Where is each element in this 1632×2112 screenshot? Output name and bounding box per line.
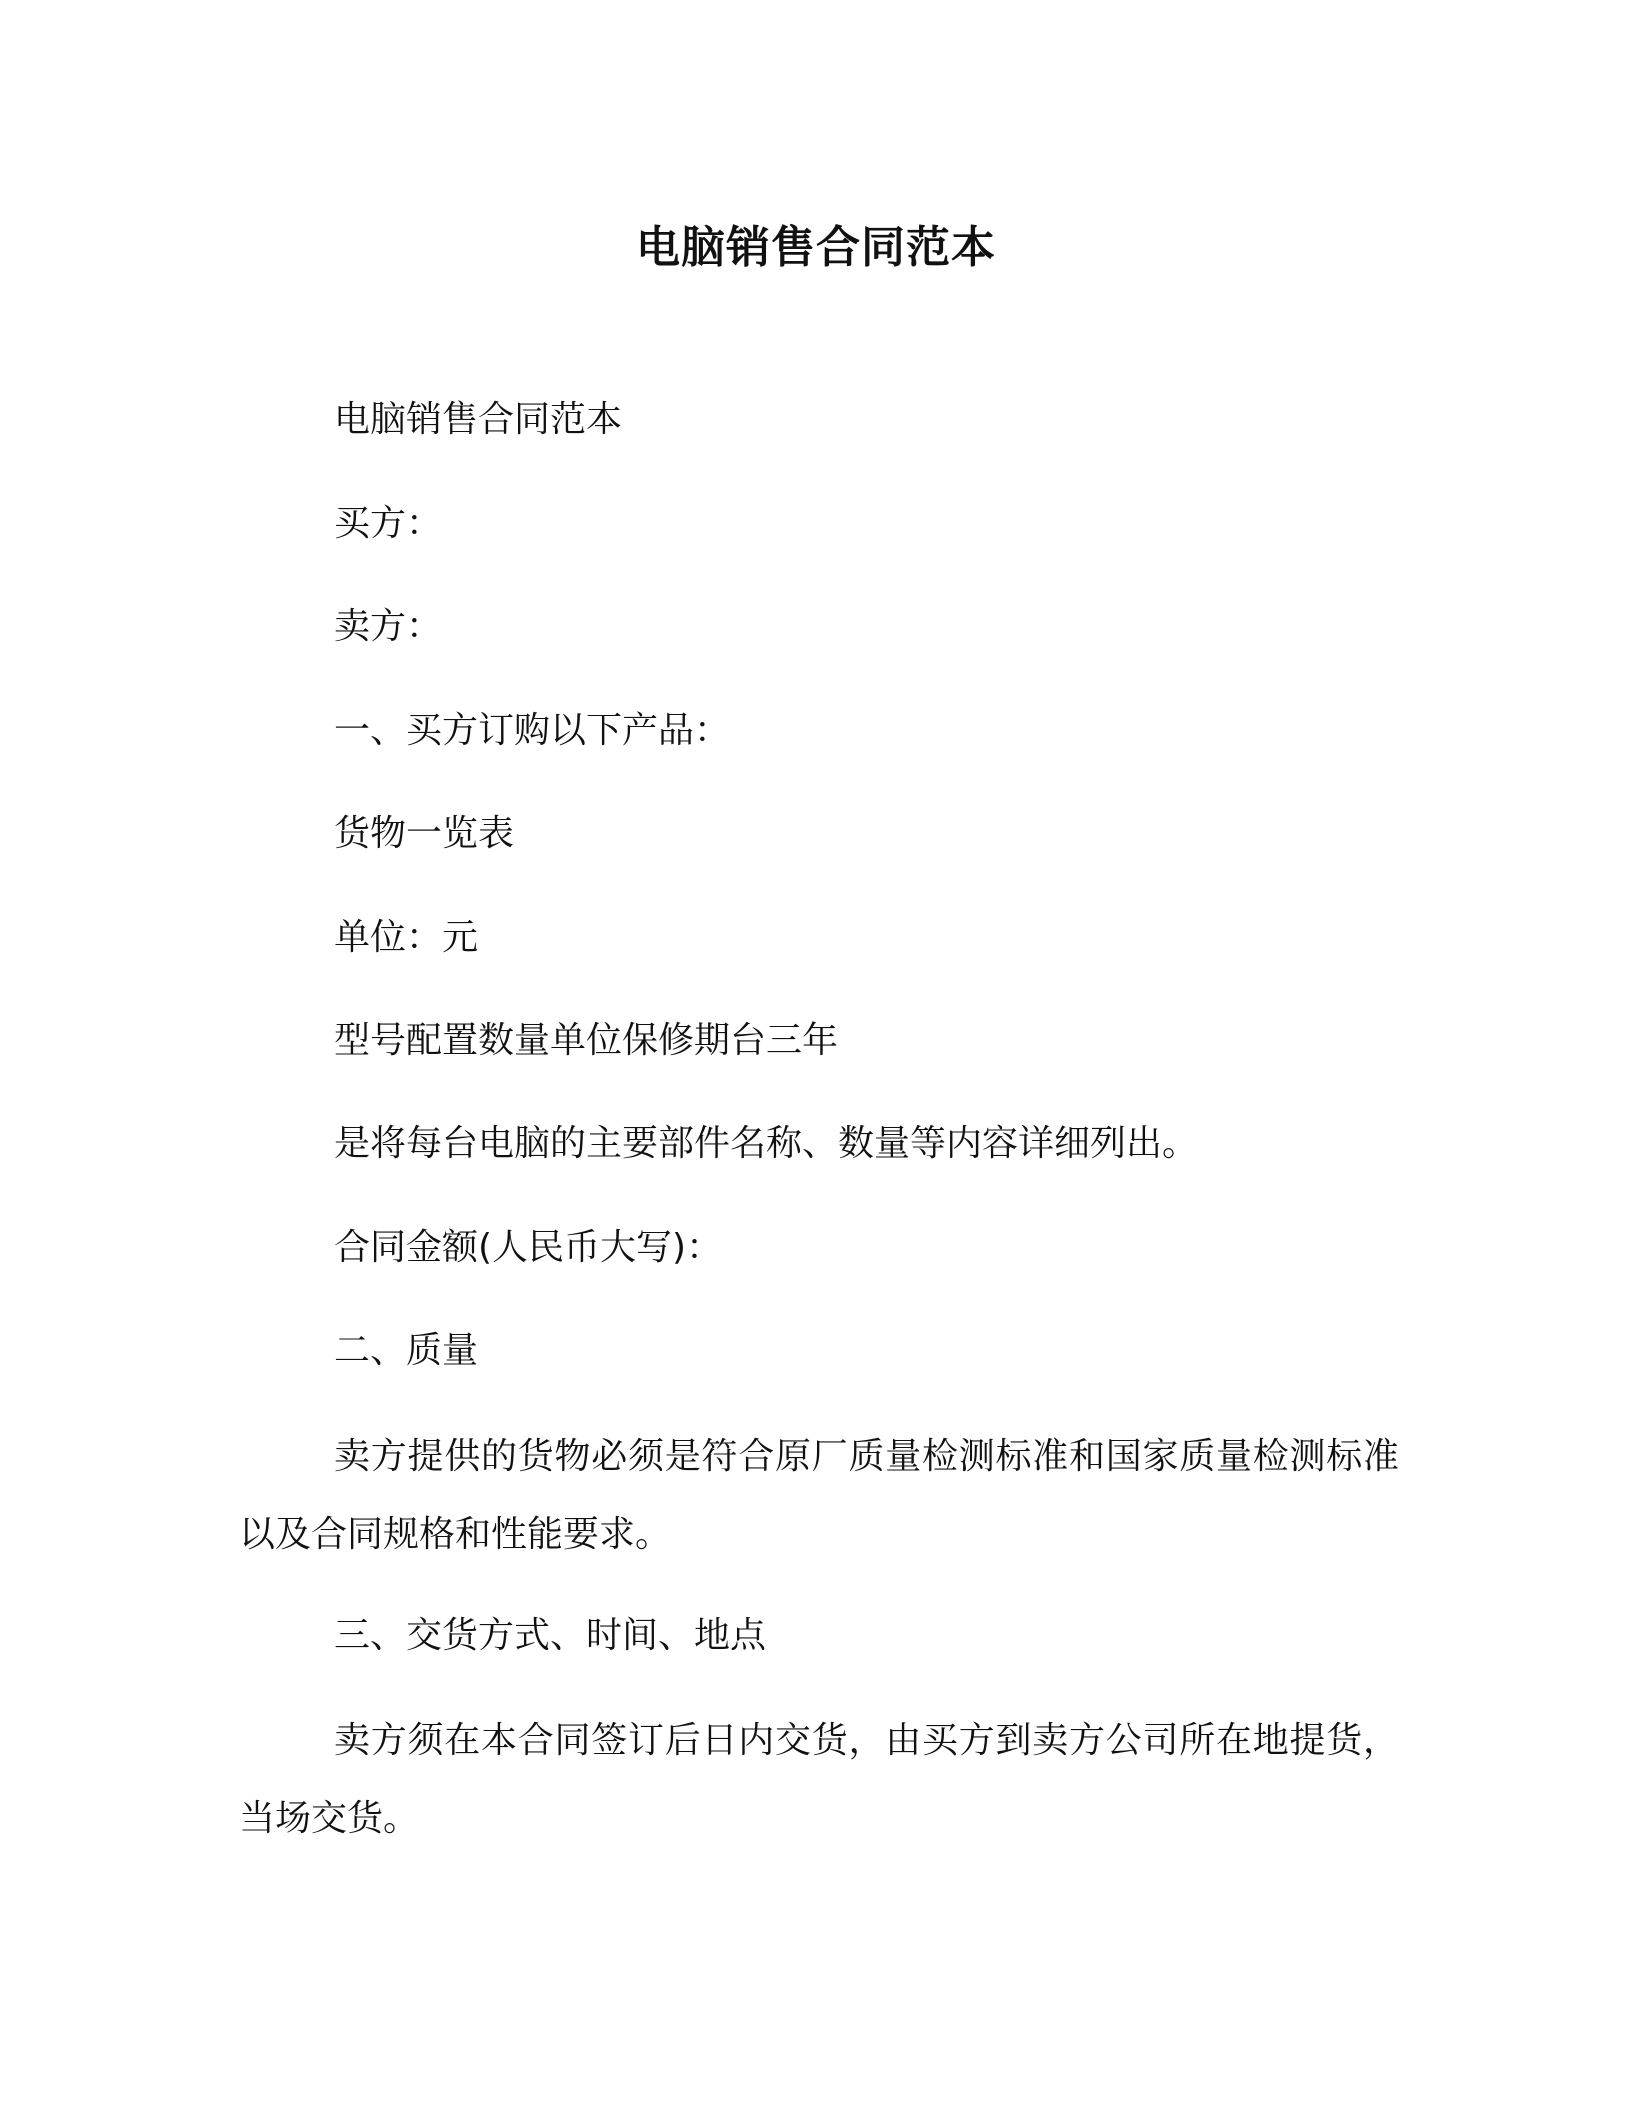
quality-paragraph: 卖方提供的货物必须是符合原厂质量检测标准和国家质量检测标准以及合同规格和性能要求。 — [239, 1436, 1399, 1555]
components-note: 是将每台电脑的主要部件名称、数量等内容详细列出。 — [334, 1123, 1199, 1164]
seller-label: 卖方： — [334, 606, 443, 647]
unit-label: 单位：元 — [334, 917, 479, 958]
delivery-paragraph: 卖方须在本合同签订后日内交货，由买方到卖方公司所在地提货，当场交货。 — [239, 1720, 1399, 1839]
contract-amount-label: 合同金额(人民币大写)： — [334, 1227, 723, 1268]
section-three-heading: 三、交货方式、时间、地点 — [334, 1615, 767, 1656]
table-header-line: 型号配置数量单位保修期台三年 — [334, 1020, 839, 1061]
buyer-label: 买方： — [334, 503, 443, 544]
goods-list-title: 货物一览表 — [334, 813, 515, 854]
document-title: 电脑销售合同范本 — [636, 222, 996, 273]
section-two-heading: 二、质量 — [334, 1330, 479, 1371]
section-one-heading: 一、买方订购以下产品： — [334, 710, 731, 751]
contract-subtitle: 电脑销售合同范本 — [334, 399, 623, 440]
